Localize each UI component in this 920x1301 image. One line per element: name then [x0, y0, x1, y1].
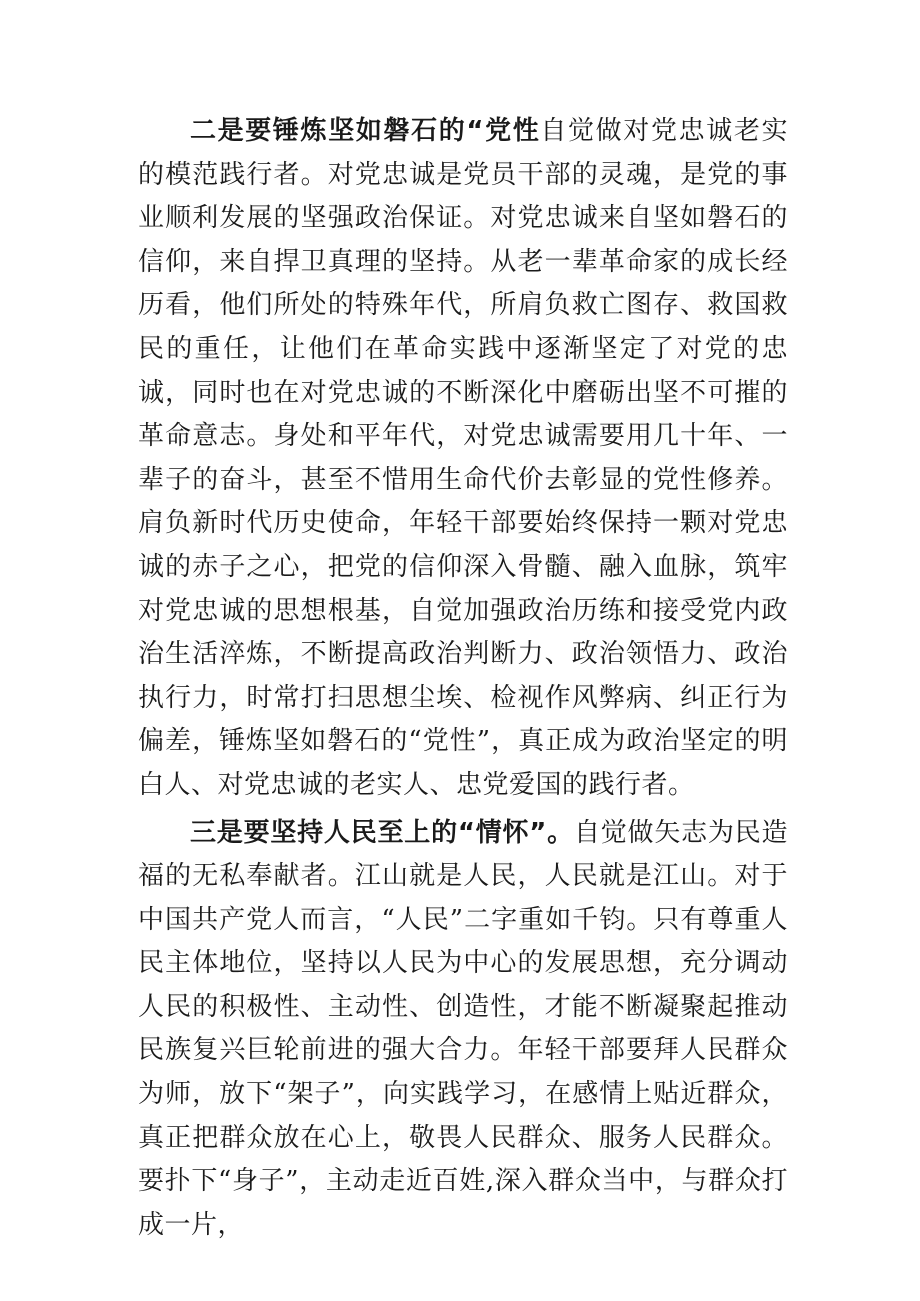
paragraph-text: 自觉做对党忠诚老实的模范践行者。对党忠诚是党员干部的灵魂，是党的事业顺利发展的坚强政治保证。对党忠诚来自坚如磐石的信仰，来自捍卫真理的坚持。从老一辈革命家的成长经历看，他们所处的特殊年代，所肩负救亡图存、救国救民的重任，让他们在革命实践中逐渐坚定了对党的忠诚，同时也在对党忠诚的不断深化中磨砺出坚不可摧的革命意志。身处和平年代，对党忠诚需要用几十年、一辈子的奋斗，甚至不惜用生命代价去彰显的党性修养。肩负新时代历史使命，年轻干部要始终保持一颗对党忠诚的赤子之心，把党的信仰深入骨髓、融入血脉，筑牢对党忠诚的思想根基，自觉加强政治历练和接受党内政治生活淬炼，不断提高政治判断力、政治领悟力、政治执行力，时常打扫思想尘埃、检视作风弊病、纠正行为偏差，锤炼坚如磐石的“党性”，真正成为政治坚定的明白人、对党忠诚的老实人、忠党爱国的践行者。 [138, 116, 788, 800]
paragraph-text: 自觉做矢志为民造福的无私奉献者。江山就是人民，人民就是江山。对于中国共产党人而言，“人民”二字重如千钧。只有尊重人民主体地位，坚持以人民为中心的发展思想，充分调动人民的积极性、主动性、创造性，才能不断凝聚起推动民族复兴巨轮前进的强大合力。年轻干部要拜人民群众为师，放下“架子”，向实践学习，在感情上贴近群众，真正把群众放在心上，敬畏人民群众、服务人民群众。要扑下“身子”，主动走近百姓,深入群众当中，与群众打成一片， [138, 817, 788, 1240]
document-body [138, 110, 788, 1247]
paragraph-heading: 三是要坚持人民至上的“情怀”。 [190, 817, 574, 848]
paragraph-party-spirit [138, 110, 788, 808]
paragraph-people-first [138, 812, 788, 1248]
paragraph-heading: 二是要锤炼坚如磐石的“党性 [190, 116, 541, 146]
